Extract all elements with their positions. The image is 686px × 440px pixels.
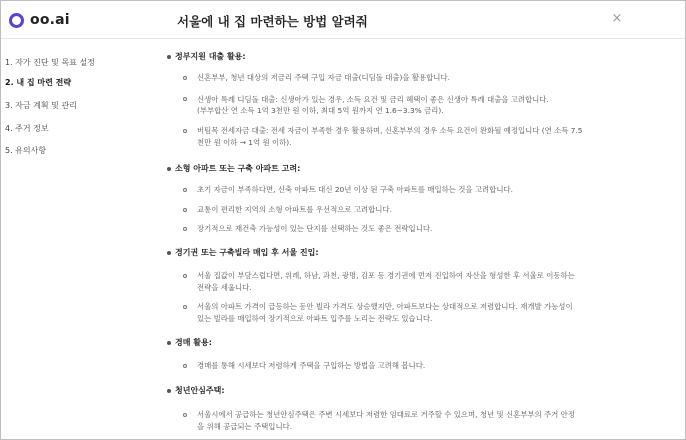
- bullet-text-continued: 천만 원 이하 → 1억 원 이하).: [197, 138, 292, 147]
- section-heading: 청년안심주택:: [175, 386, 225, 395]
- section-heading: 경매 활용:: [175, 338, 212, 347]
- logo[interactable]: [9, 10, 70, 30]
- logo-ring-icon: [9, 13, 24, 28]
- page-title: 서울에 내 집 마련하는 방법 알려줘: [177, 14, 368, 29]
- section-bullet-icon: [167, 55, 171, 59]
- bullet-text: 경매를 통해 시세보다 저렴하게 주택을 구입하는 방법을 고려해 봅니다.: [197, 361, 426, 370]
- section-heading: 소형 아파트 또는 구축 아파트 고려:: [175, 164, 301, 173]
- sidebar-item-strategy[interactable]: 2. 내 집 마련 전략: [5, 78, 72, 87]
- close-icon[interactable]: ×: [611, 11, 623, 26]
- bullet-text: 서울 집값이 부담스럽다면, 위례, 하남, 과천, 광명, 김포 등 경기권에 먼저 진입하여 자산을 형성한 후 서울로 이동하는: [197, 271, 575, 280]
- logo-text: oo.ai: [30, 12, 70, 28]
- top-bar: [1, 1, 686, 39]
- bullet-text: 신혼부부, 청년 대상의 저금리 주택 구입 자금 대출(디딤돌 대출)을 활용합니다.: [197, 73, 450, 82]
- bullet-icon: [183, 274, 187, 278]
- sidebar-item-housing-info[interactable]: 4. 주거 정보: [5, 124, 49, 133]
- section-heading: 정부지원 대출 활용:: [175, 52, 246, 61]
- bullet-text: 서울시에서 공급하는 청년안심주택은 주변 시세보다 저렴한 임대료로 거주할 수 있으며, 청년 및 신혼부부의 주거 안정: [197, 410, 575, 419]
- bullet-icon: [183, 188, 187, 192]
- bullet-text-continued: 전략을 세웁니다.: [197, 283, 252, 292]
- bullet-text-continued: 있는 빌라를 매입하여 장기적으로 아파트 입주를 노리는 전략도 있습니다.: [197, 314, 433, 323]
- bullet-text: 교통이 편리한 지역의 소형 아파트를 우선적으로 고려합니다.: [197, 205, 392, 214]
- bullet-text: 초기 자금이 부족하다면, 신축 아파트 대신 20년 이상 된 구축 아파트를 매입하는 것을 고려합니다.: [197, 185, 513, 194]
- sidebar-item-self-diagnosis[interactable]: 1. 자가 진단 및 목표 설정: [5, 58, 95, 67]
- bullet-icon: [183, 97, 187, 101]
- table-of-contents: [1, 39, 161, 440]
- bullet-icon: [183, 364, 187, 368]
- bullet-icon: [183, 129, 187, 133]
- bullet-text: 버팀목 전세자금 대출: 전세 자금이 부족한 경우 활용하며, 신혼부부의 경우 소득 요건이 완화될 예정입니다 (연 소득 7.5: [197, 126, 583, 135]
- bullet-text-continued: 을 위해 공급되는 주택입니다.: [197, 422, 293, 431]
- bullet-text: 신생아 특례 디딤돌 대출: 신생아가 있는 경우, 소득 요건 및 금리 혜택이 좋은 신생아 특례 대출을 고려합니다.: [197, 95, 549, 104]
- section-bullet-icon: [167, 251, 171, 255]
- bullet-text-continued: (부부합산 연 소득 1억 3천만 원 이하, 최대 5억 원까지 연 1.6~3.3% 금리).: [197, 106, 444, 115]
- section-bullet-icon: [167, 167, 171, 171]
- sidebar-item-funding-plan[interactable]: 3. 자금 계획 및 관리: [5, 101, 77, 110]
- section-heading: 경기권 또는 구축빌라 매입 후 서울 진입:: [175, 248, 319, 257]
- bullet-icon: [183, 76, 187, 80]
- bullet-icon: [183, 305, 187, 309]
- bullet-icon: [183, 227, 187, 231]
- bullet-icon: [183, 208, 187, 212]
- answer-content: [167, 39, 663, 440]
- bullet-text: 서울의 아파트 가격이 급등하는 동안 빌라 가격도 상승했지만, 아파트보다는 상대적으로 저렴합니다. 재개발 가능성이: [197, 302, 573, 311]
- section-bullet-icon: [167, 341, 171, 345]
- sidebar-item-cautions[interactable]: 5. 유의사항: [5, 146, 47, 155]
- bullet-text: 장기적으로 재건축 가능성이 있는 단지를 선택하는 것도 좋은 전략입니다.: [197, 224, 433, 233]
- bullet-icon: [183, 413, 187, 417]
- section-bullet-icon: [167, 389, 171, 393]
